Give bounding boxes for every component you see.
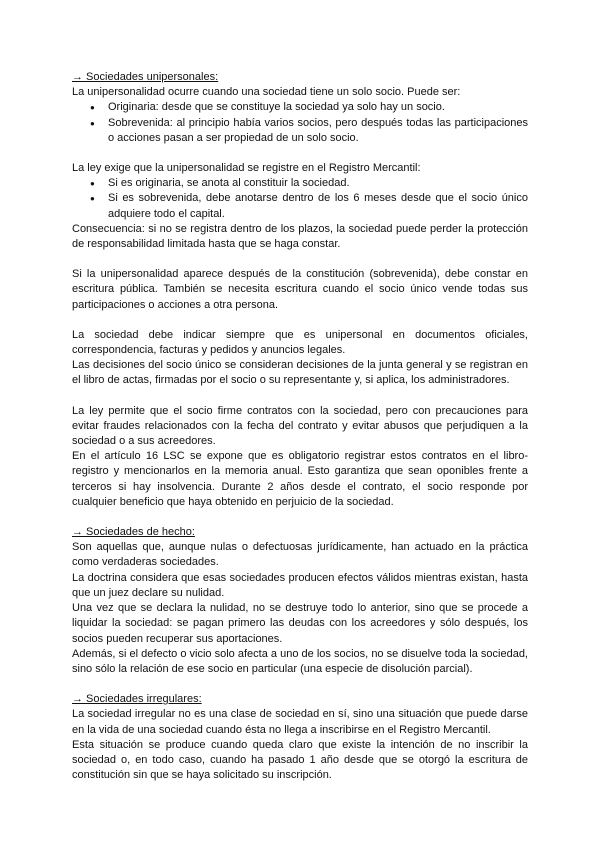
- list-item: ● Sobrevenida: al principio había varios socios, pero después todas las participaciones o acciones pasan a ser propiedad de un solo socio.: [72, 116, 528, 146]
- hecho-paragraph-4: Además, si el defecto o vicio solo afecta a uno de los socios, no se disuelve toda la sociedad, sino sólo la relación de ese socio en particular (una especie de disolución parcial).: [72, 647, 528, 675]
- irregulares-paragraph-2: Esta situación se produce cuando queda claro que existe la intención de no inscribir la sociedad o, en todo caso, cuando ha pasado 1 año desde que se otorgó la escritura de constitución sin que se haya solicitado su inscripción.: [72, 738, 528, 782]
- list-item: ● Si es originaria, se anota al constituir la sociedad.: [72, 176, 528, 191]
- articulo-16-paragraph: En el artículo 16 LSC se expone que es obligatorio registrar estos contratos en el libro-registro y mencionarlos en la memoria anual. Esto garantiza que sean oponibles frente a terceros si hay insolvencia. Durante 2 años desde el contrato, el socio responde por cualquier beneficio que haya obtenido en perjuicio de la sociedad.: [72, 450, 528, 508]
- decisiones-paragraph: Las decisiones del socio único se consideran decisiones de la junta general y se registran en el libro de actas, firmadas por el socio o su representante y, si aplica, los administradores.: [72, 359, 528, 387]
- heading-sociedades-unipersonales: → Sociedades unipersonales:: [72, 71, 219, 83]
- hecho-paragraph-3: Una vez que se declara la nulidad, no se destruye todo lo anterior, sino que se procede a liquidar la sociedad: se pagan primero las deudas con los acreedores y sólo después, los socios pueden recuperar sus aportaciones.: [72, 602, 528, 645]
- list-item: ● Si es sobrevenida, debe anotarse dentro de los 6 meses desde que el socio único adquiere todo el capital.: [72, 191, 528, 221]
- hecho-paragraph-1: Son aquellas que, aunque nulas o defectuosas jurídicamente, han actuado en la práctica como verdaderas sociedades.: [72, 541, 528, 569]
- heading-sociedades-de-hecho: → Sociedades de hecho:: [72, 526, 195, 539]
- list-item: ● Originaria: desde que se constituye la sociedad ya solo hay un socio.: [72, 100, 528, 115]
- indicar-paragraph: La sociedad debe indicar siempre que es unipersonal en documentos oficiales, correspondencia, facturas y pedidos y anuncios legales.: [72, 328, 528, 357]
- document-page: [72, 70, 528, 783]
- contratos-paragraph: La ley permite que el socio firme contratos con la sociedad, pero con precauciones para evitar fraudes relacionados con la fecha del contrato y evitar abusos que perjudiquen a la sociedad o a sus acreedores.: [72, 404, 528, 448]
- unipersonalidad-types-list: [72, 100, 528, 146]
- hecho-paragraph-2: La doctrina considera que esas sociedades producen efectos válidos mientras existan, hasta que un juez declare su nulidad.: [72, 571, 528, 599]
- irregulares-paragraph-1: La sociedad irregular no es una clase de sociedad en sí, sino una situación que puede darse en la vida de una sociedad cuando ésta no llega a inscribirse en el Registro Mercantil.: [72, 708, 528, 736]
- heading-sociedades-irregulares: → Sociedades irregulares:: [72, 693, 202, 706]
- registro-intro: La ley exige que la unipersonalidad se registre en el Registro Mercantil:: [72, 162, 421, 175]
- unipersonalidad-intro: La unipersonalidad ocurre cuando una sociedad tiene un solo socio. Puede ser:: [72, 86, 461, 99]
- consecuencia-paragraph: Consecuencia: si no se registra dentro de los plazos, la sociedad puede perder la protección de responsabilidad limitada hasta que se haga constar.: [72, 222, 528, 251]
- sobrevenida-paragraph: Si la unipersonalidad aparece después de la constitución (sobrevenida), debe constar en escritura pública. También se necesita escritura cuando el socio único vende todas sus participaciones o acciones a otra persona.: [72, 268, 528, 311]
- registro-list: [72, 176, 528, 222]
